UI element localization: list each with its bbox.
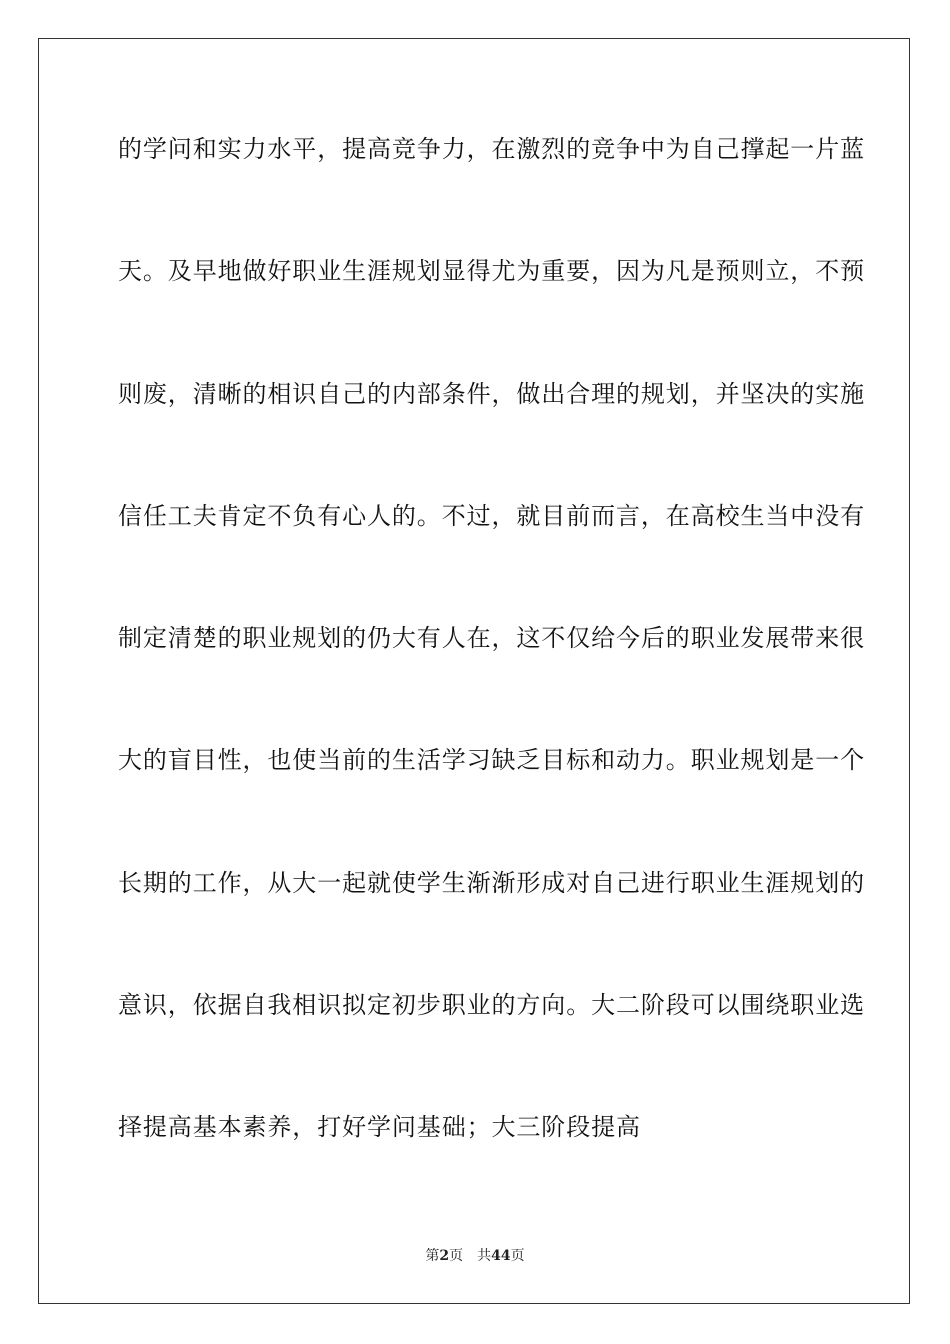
- text-line: 信任工夫肯定不负有心人的。不过，就目前而言，在高校生当中没有: [118, 501, 865, 530]
- text-line: 制定清楚的职业规划的仍大有人在，这不仅给今后的职业发展带来很: [118, 624, 865, 653]
- page-suffix: 页: [449, 1248, 464, 1264]
- page-number: 2: [439, 1248, 450, 1264]
- text-line: 的学问和实力水平，提高竞争力，在激烈的竞争中为自己撑起一片蓝: [118, 135, 865, 163]
- document-body: [118, 123, 865, 1224]
- text-line: 意识，依据自我相识拟定初步职业的方向。大二阶段可以围绕职业选: [118, 991, 865, 1020]
- total-suffix: 页: [510, 1248, 525, 1264]
- total-prefix: 共: [477, 1248, 492, 1264]
- page-indicator: [425, 1248, 463, 1264]
- text-line: 天。及早地做好职业生涯规划显得尤为重要，因为凡是预则立，不预: [118, 257, 865, 286]
- page-prefix: 第: [425, 1248, 440, 1264]
- text-line: 则废，清晰的相识自己的内部条件，做出合理的规划，并坚决的实施: [118, 379, 865, 408]
- text-line: 择提高基本素养，打好学问基础；大三阶段提高: [118, 1113, 641, 1142]
- page-footer: [0, 1246, 950, 1266]
- total-pages: 44: [491, 1248, 511, 1264]
- text-line: 大的盲目性，也使当前的生活学习缺乏目标和动力。职业规划是一个: [118, 746, 865, 775]
- text-line: 长期的工作，从大一起就使学生渐渐形成对自己进行职业生涯规划的: [118, 868, 865, 897]
- total-indicator: [477, 1248, 524, 1264]
